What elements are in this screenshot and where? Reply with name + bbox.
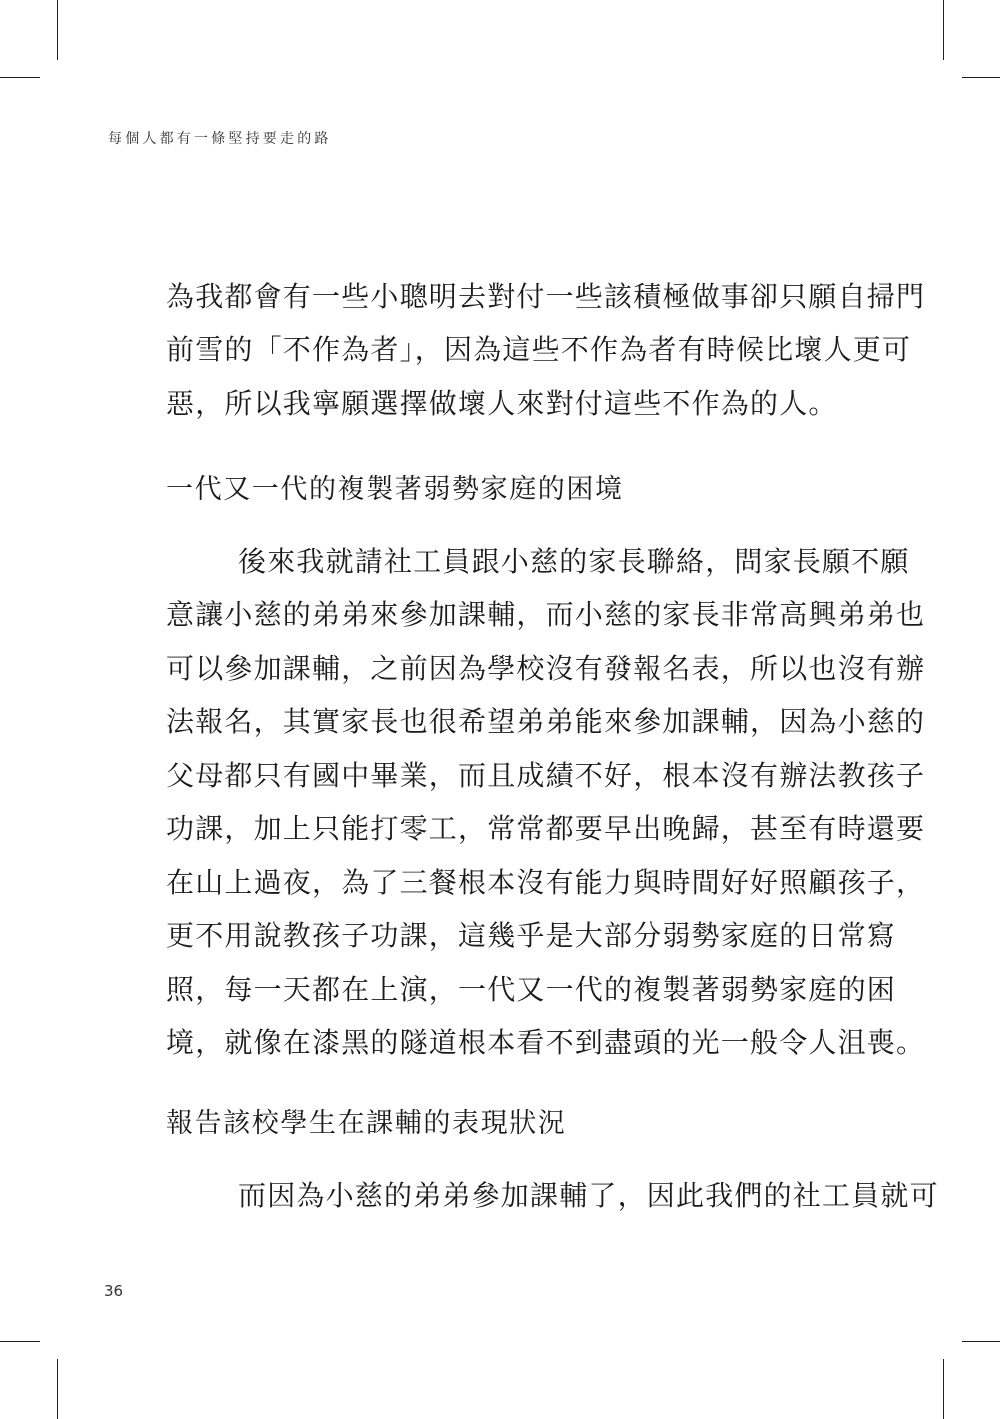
body-line: 前雪的「不作為者」，因為這些不作為者有時候比壞人更可 (166, 333, 912, 366)
body-line: 可以參加課輔，之前因為學校沒有發報名表，所以也沒有辦 (166, 652, 926, 685)
body-line: 為我都會有一些小聰明去對付一些該積極做事卻只願自掃門 (166, 280, 926, 313)
body-line: 照，每一天都在上演，一代又一代的複製著弱勢家庭的困 (166, 973, 897, 1006)
body-line: 後來我就請社工員跟小慈的家長聯絡，問家長願不願 (238, 545, 910, 578)
body-line: 功課，加上只能打零工，常常都要早出晚歸，甚至有時還要 (166, 812, 926, 845)
crop-mark-top-right-vertical (943, 0, 944, 60)
body-line: 在山上過夜，為了三餐根本沒有能力與時間好好照顧孩子， (166, 866, 926, 899)
crop-mark-top-left-vertical (57, 0, 58, 60)
page-number: 36 (104, 1282, 124, 1300)
crop-mark-top-left-horizontal (0, 77, 40, 78)
body-line: 境，就像在漆黑的隧道根本看不到盡頭的光一般令人沮喪。 (166, 1026, 926, 1059)
body-line: 法報名，其實家長也很希望弟弟能來參加課輔，因為小慈的 (166, 705, 926, 738)
crop-mark-bottom-left-vertical (57, 1359, 58, 1419)
body-line: 更不用說教孩子功課，這幾乎是大部分弱勢家庭的日常寫 (166, 919, 897, 952)
body-line: 父母都只有國中畢業，而且成績不好，根本沒有辦法教孩子 (166, 759, 926, 792)
crop-mark-top-right-horizontal (962, 77, 1000, 78)
body-line: 意讓小慈的弟弟來參加課輔，而小慈的家長非常高興弟弟也 (166, 598, 926, 631)
running-header: 每個人都有一條堅持要走的路 (108, 131, 332, 147)
body-line: 惡，所以我寧願選擇做壞人來對付這些不作為的人。 (166, 387, 838, 420)
body-line: 而因為小慈的弟弟參加課輔了，因此我們的社工員就可 (238, 1179, 939, 1212)
crop-mark-bottom-right-vertical (943, 1359, 944, 1419)
section-heading: 報告該校學生在課輔的表現狀況 (166, 1108, 567, 1139)
section-heading: 一代又一代的複製著弱勢家庭的困境 (166, 474, 624, 505)
crop-mark-bottom-left-horizontal (0, 1341, 40, 1342)
crop-mark-bottom-right-horizontal (962, 1341, 1000, 1342)
